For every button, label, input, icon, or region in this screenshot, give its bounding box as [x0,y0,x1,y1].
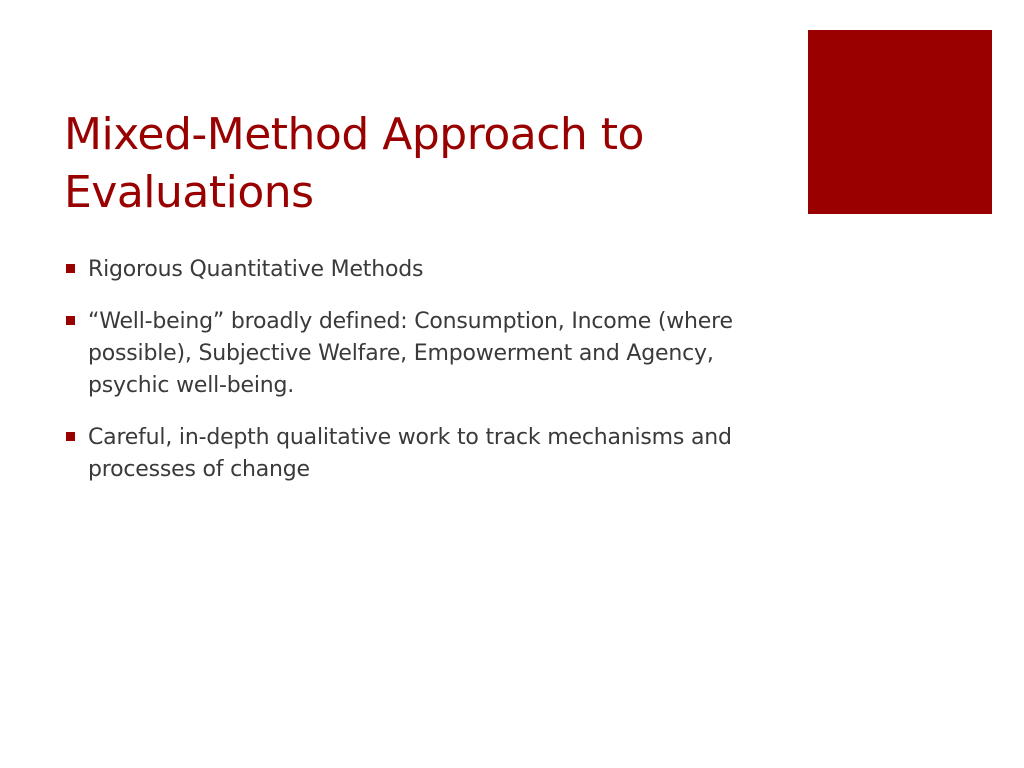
bullet-text: Rigorous Quantitative Methods [88,257,424,282]
bullet-item [64,306,744,402]
square-bullet-icon [64,254,88,286]
square-bullet-icon [64,422,88,454]
accent-block [808,30,992,214]
slide-title: Mixed-Method Approach to Evaluations [64,109,644,218]
bullet-item [64,254,744,286]
bullet-item [64,422,744,486]
square-bullet-icon [64,306,88,338]
bullet-list [64,254,744,506]
bullet-text: Careful, in-depth qualitative work to track mechanisms and processes of change [88,425,732,482]
bullet-text: “Well-being” broadly defined: Consumption, Income (where possible), Subjective Welfare, Empowerment and Agency, psychic well-being. [88,309,733,398]
